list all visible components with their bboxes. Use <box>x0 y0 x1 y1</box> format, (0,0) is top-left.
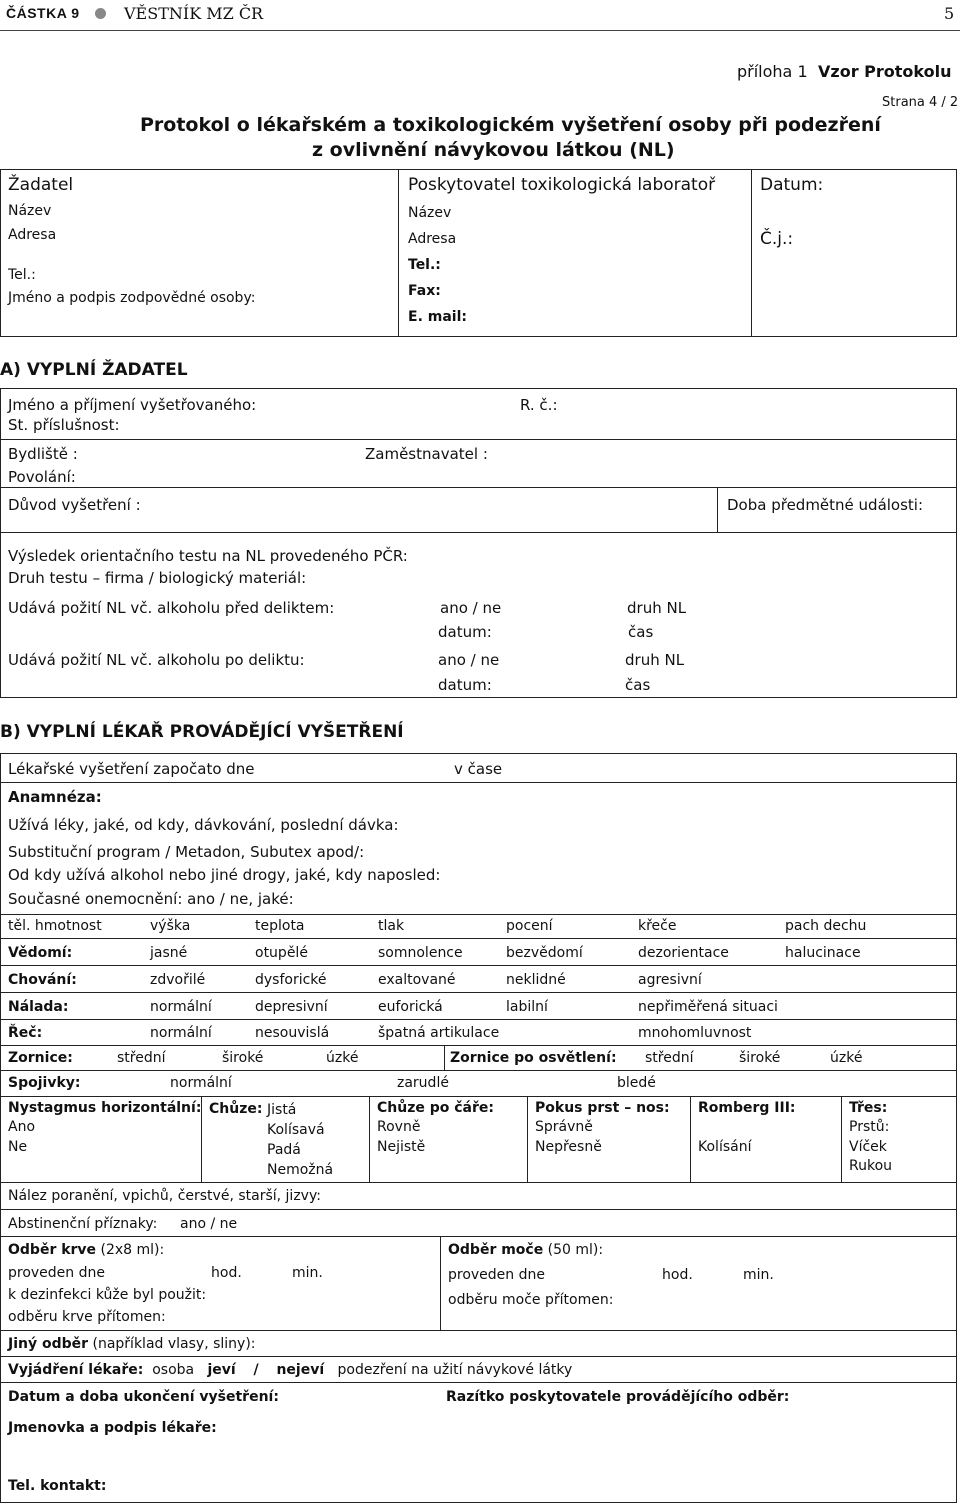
contact-phone[interactable]: Tel. kontakt: <box>8 1478 107 1494</box>
provider-address[interactable]: Adresa <box>408 231 457 247</box>
speech-option[interactable]: špatná artikulace <box>378 1025 500 1041</box>
vital-cramps[interactable]: křeče <box>638 918 677 934</box>
sheet-number: Strana 4 / 2 <box>882 95 959 110</box>
provider-name[interactable]: Název <box>408 205 452 221</box>
vital-temperature[interactable]: teplota <box>255 918 305 934</box>
applicant-address[interactable]: Adresa <box>8 227 57 243</box>
provider-email[interactable]: E. mail: <box>408 309 467 325</box>
conjunctiva-option[interactable]: zarudlé <box>397 1075 449 1091</box>
pupils-option[interactable]: úzké <box>326 1050 359 1066</box>
behavior-option[interactable]: zdvořilé <box>150 972 206 988</box>
finger-nose-option[interactable]: Správně <box>535 1119 593 1135</box>
opinion-slash: / <box>253 1362 259 1378</box>
mood-option[interactable]: normální <box>150 999 212 1015</box>
other-sample-label: Jiný odběr <box>8 1336 89 1352</box>
mood-option[interactable]: depresivní <box>255 999 328 1015</box>
doctor-opinion-label: Vyjádření lékaře: <box>8 1362 144 1378</box>
opinion-rest: podezření na užití návykové látky <box>337 1362 573 1378</box>
vital-weight[interactable]: těl. hmotnost <box>8 918 102 934</box>
blood-done-date[interactable]: proveden dne <box>8 1265 105 1281</box>
intake-before-time[interactable]: čas <box>628 623 654 641</box>
intake-after-kind[interactable]: druh NL <box>625 651 685 669</box>
journal-name: VĚSTNÍK MZ ČR <box>124 4 264 23</box>
blood-done-minute[interactable]: min. <box>292 1265 323 1281</box>
urine-done-date[interactable]: proveden dne <box>448 1267 545 1283</box>
behavior-option[interactable]: dysforické <box>255 972 327 988</box>
date-field[interactable]: Datum: <box>760 175 824 195</box>
intake-before-yes-no[interactable]: ano / ne <box>440 599 502 617</box>
test-type[interactable]: Druh testu – firma / biologický materiál: <box>8 569 307 587</box>
occupation[interactable]: Povolání: <box>8 468 76 486</box>
citizenship[interactable]: St. příslušnost: <box>8 416 120 434</box>
provider-stamp[interactable]: Razítko poskytovatele provádějícího odběr: <box>446 1389 790 1405</box>
exam-started-time[interactable]: v čase <box>454 760 503 778</box>
mood-option[interactable]: labilní <box>506 999 548 1015</box>
pupils-label: Zornice: <box>8 1050 73 1066</box>
blood-done-hour[interactable]: hod. <box>211 1265 242 1281</box>
nystagmus-option[interactable]: Ne <box>8 1139 28 1155</box>
protocol-title-line1: Protokol o lékařském a toxikologickém vyšetření osoby při podezření <box>140 114 881 136</box>
skin-disinfection[interactable]: k dezinfekci kůže byl použit: <box>8 1287 207 1303</box>
section-a-heading: A) VYPLNÍ ŽADATEL <box>0 360 188 380</box>
romberg-label: Romberg III: <box>698 1100 796 1116</box>
gait-option[interactable]: Padá <box>267 1142 301 1158</box>
employer[interactable]: Zaměstnavatel : <box>365 445 488 463</box>
pupils-option[interactable]: střední <box>117 1050 166 1066</box>
intake-after-yes-no[interactable]: ano / ne <box>438 651 500 669</box>
blood-sample-heading <box>8 1242 164 1258</box>
speech-label: Řeč: <box>8 1025 43 1041</box>
residence[interactable]: Bydliště : <box>8 445 78 463</box>
intake-before-date[interactable]: datum: <box>438 623 492 641</box>
other-sample-detail: (například vlasy, sliny): <box>92 1336 256 1352</box>
consciousness-option[interactable]: somnolence <box>378 945 463 961</box>
applicant-signatory[interactable]: Jméno a podpis zodpovědné osoby: <box>8 290 256 306</box>
consciousness-option[interactable]: halucinace <box>785 945 861 961</box>
protocol-title-line2: z ovlivnění návykovou látkou (NL) <box>312 139 675 161</box>
line-walk-option[interactable]: Nejistě <box>377 1139 426 1155</box>
behavior-option[interactable]: agresivní <box>638 972 702 988</box>
urine-sample-heading <box>448 1242 603 1258</box>
vital-breath-odor[interactable]: pach dechu <box>785 918 867 934</box>
blood-witness[interactable]: odběru krve přítomen: <box>8 1309 166 1325</box>
consciousness-option[interactable]: jasné <box>150 945 188 961</box>
gait-option[interactable]: Nemožná <box>267 1162 334 1178</box>
withdrawal-yes-no[interactable]: ano / ne <box>180 1216 238 1232</box>
urine-done-minute[interactable]: min. <box>743 1267 774 1283</box>
gait-option[interactable]: Jistá <box>267 1102 297 1118</box>
urine-witness[interactable]: odběru moče přítomen: <box>448 1292 614 1308</box>
mood-label: Nálada: <box>8 999 69 1015</box>
exam-reason[interactable]: Důvod vyšetření : <box>8 496 141 514</box>
urine-sample-label: Odběr moče <box>448 1242 544 1258</box>
speech-option[interactable]: normální <box>150 1025 212 1041</box>
orientation-test-result[interactable]: Výsledek orientačního testu na NL provedeného PČR: <box>8 547 408 565</box>
vital-pressure[interactable]: tlak <box>378 918 405 934</box>
pupils-light-label: Zornice po osvětlení: <box>450 1050 617 1066</box>
consciousness-option[interactable]: otupělé <box>255 945 308 961</box>
applicant-tel[interactable]: Tel.: <box>8 267 36 283</box>
vital-height[interactable]: výška <box>150 918 191 934</box>
consciousness-label: Vědomí: <box>8 945 73 961</box>
anamnesis-label: Anamnéza: <box>8 788 102 806</box>
urine-done-hour[interactable]: hod. <box>662 1267 693 1283</box>
finger-nose-option[interactable]: Nepřesně <box>535 1139 602 1155</box>
line-walk-label: Chůze po čáře: <box>377 1100 494 1116</box>
speech-option[interactable]: nesouvislá <box>255 1025 330 1041</box>
opinion-notshows-option[interactable]: nejeví <box>276 1362 325 1378</box>
behavior-option[interactable]: exaltované <box>378 972 456 988</box>
intake-after-label: Udává požití NL vč. alkoholu po deliktu: <box>8 651 305 669</box>
blood-sample-label: Odběr krve <box>8 1242 97 1258</box>
provider-heading: Poskytovatel toxikologická laboratoř <box>408 175 716 195</box>
speech-option[interactable]: mnohomluvnost <box>638 1025 752 1041</box>
exam-started[interactable]: Lékařské vyšetření započato dne <box>8 760 255 778</box>
consciousness-option[interactable]: bezvědomí <box>506 945 583 961</box>
other-sample[interactable] <box>8 1336 256 1352</box>
conjunctiva-option[interactable]: normální <box>170 1075 232 1091</box>
mood-option[interactable]: nepřiměřená situaci <box>638 999 778 1015</box>
opinion-shows-option[interactable]: jeví <box>207 1362 236 1378</box>
doctor-name-signature[interactable]: Jmenovka a podpis lékaře: <box>8 1420 217 1436</box>
blood-sample-detail: (2x8 ml): <box>100 1242 165 1258</box>
end-datetime[interactable]: Datum a doba ukončení vyšetření: <box>8 1389 279 1405</box>
gait-option[interactable]: Kolísavá <box>267 1122 325 1138</box>
reference-field[interactable]: Č.j.: <box>760 229 794 249</box>
tremor-option[interactable]: Prstů: <box>849 1119 890 1135</box>
gait-label: Chůze: <box>209 1101 263 1117</box>
annex-label: příloha 1 <box>737 62 808 81</box>
tremor-label: Třes: <box>849 1100 888 1116</box>
intake-before-label: Udává požití NL vč. alkoholu před deliktem: <box>8 599 335 617</box>
current-illness[interactable]: Současné onemocnění: ano / ne, jaké: <box>8 890 294 908</box>
applicant-name[interactable]: Název <box>8 203 52 219</box>
substance-history[interactable]: Od kdy užívá alkohol nebo jiné drogy, jaké, kdy naposled: <box>8 866 441 884</box>
behavior-label: Chování: <box>8 972 77 988</box>
part-label: ČÁSTKA 9 <box>6 5 80 21</box>
mood-option[interactable]: euforická <box>378 999 443 1015</box>
finger-nose-label: Pokus prst – nos: <box>535 1100 670 1116</box>
examinee-name[interactable]: Jméno a příjmení vyšetřovaného: <box>8 396 257 414</box>
doctor-opinion <box>8 1362 572 1378</box>
conjunctiva-option[interactable]: bledé <box>617 1075 656 1091</box>
bullet-dot-icon <box>95 8 106 19</box>
annex-title: Vzor Protokolu <box>818 62 952 81</box>
pupils-light-option[interactable]: střední <box>645 1050 694 1066</box>
consciousness-option[interactable]: dezorientace <box>638 945 729 961</box>
page-number: 5 <box>944 4 955 23</box>
section-b-heading: B) VYPLNÍ LÉKAŘ PROVÁDĚJÍCÍ VYŠETŘENÍ <box>0 722 404 742</box>
opinion-person: osoba <box>152 1362 195 1378</box>
romberg-option[interactable]: Kolísání <box>698 1139 752 1155</box>
substitution-program[interactable]: Substituční program / Metadon, Subutex apod/: <box>8 843 365 861</box>
tremor-option[interactable]: Víček <box>849 1139 887 1155</box>
nystagmus-option[interactable]: Ano <box>8 1119 36 1135</box>
intake-before-kind[interactable]: druh NL <box>627 599 687 617</box>
pupils-option[interactable]: široké <box>222 1050 264 1066</box>
event-time[interactable]: Doba předmětné události: <box>727 496 924 514</box>
medication[interactable]: Užívá léky, jaké, od kdy, dávkování, poslední dávka: <box>8 816 399 834</box>
vital-sweating[interactable]: pocení <box>506 918 553 934</box>
provider-fax[interactable]: Fax: <box>408 283 441 299</box>
pupils-light-option[interactable]: široké <box>739 1050 781 1066</box>
nystagmus-label: Nystagmus horizontální: <box>8 1100 202 1116</box>
behavior-option[interactable]: neklidné <box>506 972 566 988</box>
birth-number[interactable]: R. č.: <box>520 396 558 414</box>
provider-tel[interactable]: Tel.: <box>408 257 441 273</box>
urine-sample-detail: (50 ml): <box>547 1242 604 1258</box>
pupils-light-option[interactable]: úzké <box>830 1050 863 1066</box>
intake-after-date[interactable]: datum: <box>438 676 492 694</box>
injuries-finding[interactable]: Nález poranění, vpichů, čerstvé, starší, jizvy: <box>8 1188 321 1204</box>
tremor-option[interactable]: Rukou <box>849 1158 893 1174</box>
line-walk-option[interactable]: Rovně <box>377 1119 421 1135</box>
withdrawal-label: Abstinenční příznaky: <box>8 1216 158 1232</box>
applicant-heading: Žadatel <box>8 175 74 195</box>
intake-after-time[interactable]: čas <box>625 676 651 694</box>
conjunctiva-label: Spojivky: <box>8 1075 81 1091</box>
